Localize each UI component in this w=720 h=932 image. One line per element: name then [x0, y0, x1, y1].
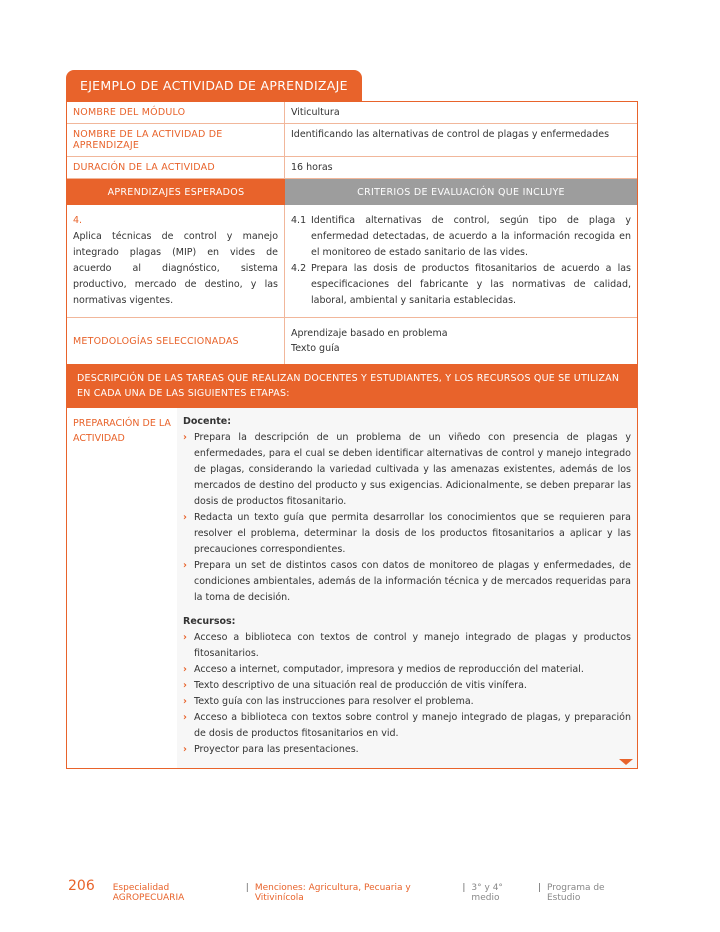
page-number: 206	[68, 878, 95, 894]
info-row-activity	[67, 124, 637, 157]
learning-number: 4.	[73, 215, 83, 226]
card-title-tab: EJEMPLO DE ACTIVIDAD DE APRENDIZAJE	[66, 70, 362, 101]
docente-title: Docente:	[183, 416, 232, 427]
list-item: › Texto guía con las instrucciones para resolver el problema.	[183, 694, 631, 710]
criterion-item	[291, 261, 631, 309]
list-item: › Prepara la descripción de un problema de un viñedo con presencia de plagas y enfermedades, para el cual se deben identificar alternativas de control y manejo integrado de plagas, considerando la variedad cultivada y las amenazas existentes, además de los mercados de destino del producto y sus exigencias. Adicionalmente, se deben preparar las dosis de productos fitosanitario.	[183, 430, 631, 510]
criterion-text: Prepara las dosis de productos fitosanitarios de acuerdo a las especificaciones del fabricante y las normativas de calidad, laboral, ambiental y sanitaria establecidas.	[311, 263, 631, 306]
list-item: › Prepara un set de distintos casos con datos de monitoreo de plagas y enfermedades, de condiciones ambientales, además de la información técnica y de mercados requeridas para la toma de decisión.	[183, 558, 631, 606]
activity-label: NOMBRE DE LA ACTIVIDAD DE APRENDIZAJE	[67, 124, 285, 156]
list-item: › Acceso a biblioteca con textos sobre control y manejo integrado de plagas, y preparación de dosis de productos fitosanitarios en vid.	[183, 710, 631, 742]
criterion-text: Identifica alternativas de control, según tipo de plaga y enfermedad detectadas, de acuerdo a la información recogida en el monitoreo de estado sanitario de las vides.	[311, 215, 631, 258]
methodology-values	[285, 318, 637, 364]
learning-text: Aplica técnicas de control y manejo integrado plagas (MIP) en vides de acuerdo al diagnóstico, sistema productivo, mercado de destino, y las normativas vigentes.	[73, 231, 278, 306]
info-row-duration	[67, 157, 637, 179]
footer-separator: |	[462, 883, 466, 893]
methodology-item: Aprendizaje basado en problema	[291, 328, 448, 339]
list-item: › Acceso a biblioteca con textos de control y manejo integrado de plagas y productos fitosanitarios.	[183, 630, 631, 662]
criteria-list	[285, 205, 637, 317]
stage-row	[67, 408, 637, 768]
recursos-list	[183, 630, 631, 758]
learning-header	[67, 179, 637, 205]
methodology-item: Texto guía	[291, 343, 340, 354]
description-header: DESCRIPCIÓN DE LAS TAREAS QUE REALIZAN DOCENTES Y ESTUDIANTES, Y LOS RECURSOS QUE SE UTILIZAN EN CADA UNA DE LAS SIGUIENTES ETAPAS:	[67, 365, 637, 408]
duration-label: DURACIÓN DE LA ACTIVIDAD	[67, 157, 285, 178]
learning-row	[67, 205, 637, 318]
page-footer	[68, 878, 638, 903]
info-row-module	[67, 102, 637, 124]
docente-list	[183, 430, 631, 606]
footer-mentions: Menciones: Agricultura, Pecuaria y Vitivinícola	[254, 883, 411, 903]
footer-specialty: Especialidad AGROPECUARIA	[112, 883, 185, 903]
learning-outcome	[67, 205, 285, 317]
recursos-title: Recursos:	[183, 616, 236, 627]
criterion-number: 4.2	[291, 263, 307, 274]
list-item: › Acceso a internet, computador, impresora y medios de reproducción del material.	[183, 662, 631, 678]
footer-separator: |	[537, 883, 541, 893]
stage-label: PREPARACIÓN DE LA ACTIVIDAD	[73, 418, 171, 444]
continue-triangle-icon	[619, 759, 633, 765]
footer-separator: |	[245, 883, 249, 893]
footer-grade: 3° y 4° medio	[471, 883, 503, 903]
duration-value: 16 horas	[291, 162, 333, 173]
expected-learning-header: APRENDIZAJES ESPERADOS	[67, 179, 285, 205]
stage-content	[177, 408, 637, 768]
footer-program: Programa de Estudio	[547, 883, 605, 903]
criteria-header: CRITERIOS DE EVALUACIÓN QUE INCLUYE	[285, 179, 637, 205]
list-item: › Texto descriptivo de una situación real de producción de vitis vinífera.	[183, 678, 631, 694]
list-item: › Proyector para las presentaciones.	[183, 742, 631, 758]
list-item: › Redacta un texto guía que permita desarrollar los conocimientos que se requieren para resolver el problema, determinar la dosis de los productos fitosanitarios a aplicar y las precauciones correspondientes.	[183, 510, 631, 558]
methodology-label: METODOLOGÍAS SELECCIONADAS	[67, 318, 285, 364]
criterion-item	[291, 213, 631, 261]
criterion-number: 4.1	[291, 215, 307, 226]
activity-card	[66, 70, 638, 769]
module-value: Viticultura	[291, 107, 340, 118]
activity-value: Identificando las alternativas de control de plagas y enfermedades	[291, 129, 610, 140]
module-label: NOMBRE DEL MÓDULO	[67, 102, 285, 123]
methodology-row	[67, 318, 637, 365]
activity-table	[66, 101, 638, 769]
